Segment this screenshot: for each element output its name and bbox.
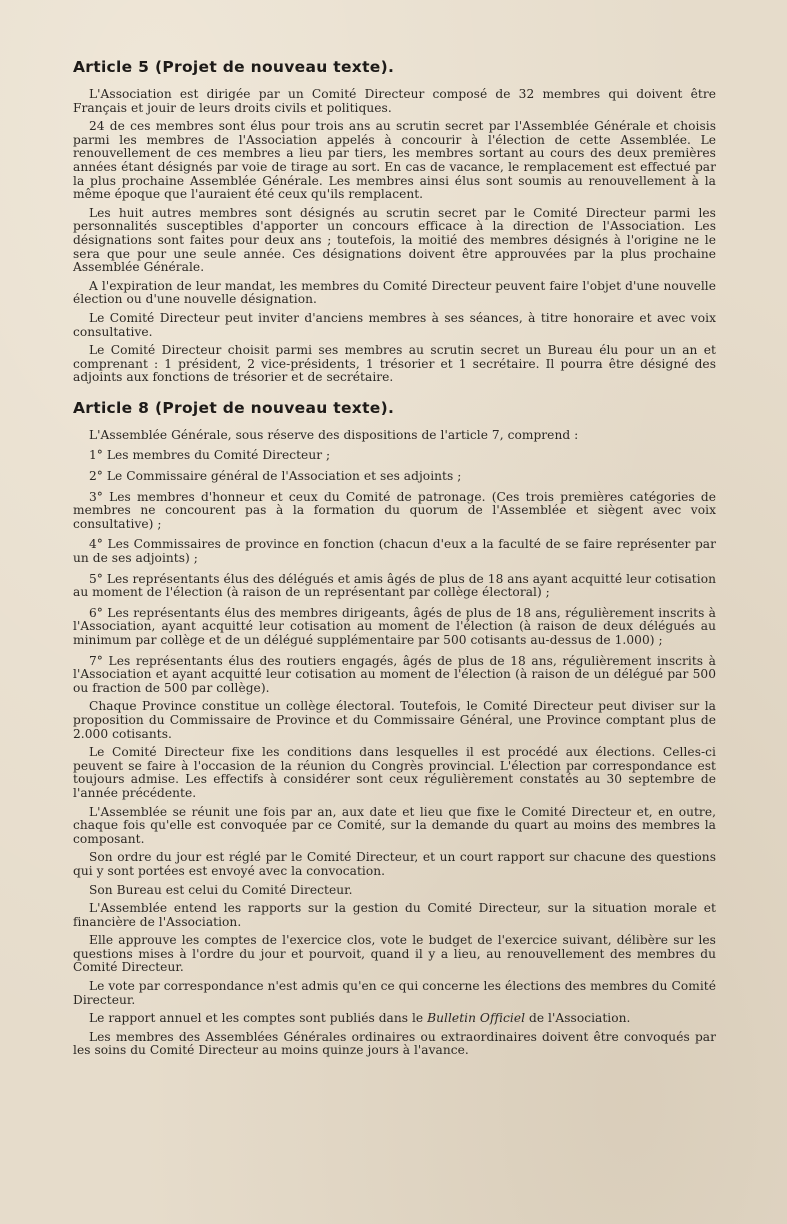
article-8-paragraph: L'Assemblée se réunit une fois par an, aux date et lieu que fixe le Comité Directeur et, en outre, chaque fois qu'elle est convoquée par ce Comité, sur la demande du quart au moins des membres la composant. [73,804,716,846]
article-5-paragraph: Le Comité Directeur peut inviter d'anciens membres à ses séances, à titre honoraire et avec voix consultative. [73,310,716,339]
article-5-paragraph: Les huit autres membres sont désignés au scrutin secret par le Comité Directeur parmi les personnalités susceptibles d'apporter un concours efficace à la direction de l'Association. Les désignations sont faites pour deux ans ; toutefois, la moitié des membres désignés à l'origine ne le sera que pour une seule année. Ces désignations doivent être approuvées par la plus prochaine Assemblée Générale. [73,205,716,275]
article-8-paragraph: Chaque Province constitue un collège électoral. Toutefois, le Comité Directeur peut diviser sur la proposition du Commissaire de Province et du Commissaire Général, une Province comptant plus de 2.000 cotisants. [73,699,716,741]
article-5-paragraph: 24 de ces membres sont élus pour trois ans au scrutin secret par l'Assemblée Générale et choisis parmi les membres de l'Association appelés à concourir à l'élection de cette Assemblée. Le renouvellement de ces membres a lieu par tiers, les membres sortant au cours des deux premières années étant désignés par voie de tirage au sort. En cas de vacance, le remplacement est effectué par la plus prochaine Assemblée Générale. Les membres ainsi élus sont soumis au renouvellement à la même époque que l'auraient été ceux qu'ils remplacent. [73,119,716,202]
article-8-paragraph: L'Assemblée entend les rapports sur la gestion du Comité Directeur, sur la situation morale et financière de l'Association. [73,901,716,929]
bulletin-text-after: de l'Association. [525,1011,631,1026]
bulletin-title: Bulletin Officiel [427,1011,526,1026]
article-8-paragraph: Son Bureau est celui du Comité Directeur. [89,882,353,897]
article-8-list-item: 5° Les représentants élus des délégués et amis âgés de plus de 18 ans ayant acquitté leur cotisation au moment de l'élection (à raison de un représentant par collège électoral) ; [73,571,716,600]
article-8-final-paragraph: Les membres des Assemblées Générales ordinaires ou extraordinaires doivent être convoqués par les soins du Comité Directeur au moins quinze jours à l'avance. [73,1029,716,1058]
article-8-paragraph: Le vote par correspondance n'est admis qu'en ce qui concerne les élections des membres du Comité Directeur. [73,979,716,1007]
article-8-list-item: 7° Les représentants élus des routiers engagés, âgés de plus de 18 ans, régulièrement inscrits à l'Association et ayant acquitté leur cotisation au moment de l'élection (à raison de un délégué par 500 ou fraction de 500 par collège). [73,653,716,695]
bulletin-text-before: Le rapport annuel et les comptes sont publiés dans le [89,1011,428,1026]
bulletin-paragraph [73,1012,716,1026]
article-5-paragraph: L'Association est dirigée par un Comité Directeur composé de 32 membres qui doivent être Français et jouir de leurs droits civils et politiques. [73,87,716,115]
article-8-list-item: 2° Le Commissaire général de l'Association et ses adjoints ; [89,469,462,484]
article-8-list-item: 1° Les membres du Comité Directeur ; [89,448,331,463]
article-8-paragraph: Son ordre du jour est réglé par le Comité Directeur, et un court rapport sur chacune des questions qui y sont portées est envoyé avec la convocation. [73,850,716,878]
article-8-intro: L'Assemblée Générale, sous réserve des dispositions de l'article 7, comprend : [89,427,579,442]
document-content [73,58,716,1063]
article-8-heading: Article 8 (Projet de nouveau texte). [73,398,395,417]
article-8-list-item: 6° Les représentants élus des membres dirigeants, âgés de plus de 18 ans, régulièrement inscrits à l'Association, ayant acquitté leur cotisation au moment de l'élection (à raison de deux délégués au minimum par collège et de un délégué supplémentaire par 500 cotisants au-dessus de 1.000) ; [73,605,716,647]
article-5-heading: Article 5 (Projet de nouveau texte). [73,58,395,76]
article-8-paragraph: Elle approuve les comptes de l'exercice clos, vote le budget de l'exercice suivant, délibère sur les questions mises à l'ordre du jour et pourvoit, quand il y a lieu, au renouvellement des membres du Comité Directeur. [73,933,716,975]
article-8-list-item: 4° Les Commissaires de province en fonction (chacun d'eux a la faculté de se faire représenter par un de ses adjoints) ; [73,537,716,566]
article-5-paragraph: A l'expiration de leur mandat, les membres du Comité Directeur peuvent faire l'objet d'une nouvelle élection ou d'une nouvelle désignation. [73,278,716,307]
article-8-paragraph: Le Comité Directeur fixe les conditions dans lesquelles il est procédé aux élections. Celles-ci peuvent se faire à l'occasion de la réunion du Congrès provincial. L'élection par correspondance est toujours admise. Les effectifs à considérer sont ceux régulièrement constatés au 30 septembre de l'année précédente. [73,745,716,800]
article-8-list-item: 3° Les membres d'honneur et ceux du Comité de patronage. (Ces trois premières catégories de membres ne concourent pas à la formation du quorum de l'Assemblée et siègent avec voix consultative) ; [73,489,716,531]
article-5-paragraph: Le Comité Directeur choisit parmi ses membres au scrutin secret un Bureau élu pour un an et comprenant : 1 président, 2 vice-présidents, 1 trésorier et 1 secrétaire. Il pourra être désigné des adjoints aux fonctions de trésorier et de secrétaire. [73,343,716,385]
